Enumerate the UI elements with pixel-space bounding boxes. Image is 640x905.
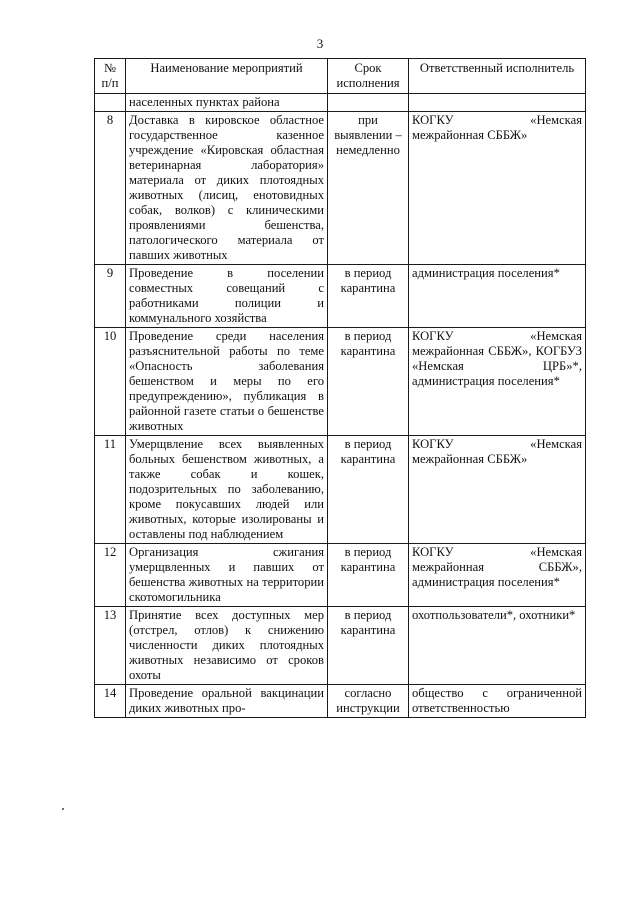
table-row — [95, 436, 586, 544]
page-number: 3 — [316, 36, 324, 51]
cell-num: 12 — [95, 544, 126, 607]
cell-num: 8 — [95, 112, 126, 265]
cell-term: при выявлении – немедленно — [328, 112, 409, 265]
cell-num: 13 — [95, 607, 126, 685]
header-name: Наименование мероприятий — [126, 59, 328, 94]
cell-num: 14 — [95, 685, 126, 718]
table-row — [95, 265, 586, 328]
table-row — [95, 544, 586, 607]
table-row — [95, 328, 586, 436]
header-responsible: Ответственный исполнитель — [409, 59, 586, 94]
cell-term: согласно инструкции — [328, 685, 409, 718]
cell-responsible: общество с ограниченной ответственностью — [409, 685, 586, 718]
header-term: Срок исполнения — [328, 59, 409, 94]
cell-term: в период карантина — [328, 328, 409, 436]
cell-name: населенных пунктах района — [126, 94, 328, 112]
cell-name: Принятие всех доступных мер (отстрел, отлов) к снижению численности диких плотоядных животных независимо от сроков охоты — [126, 607, 328, 685]
table-row — [95, 685, 586, 718]
cell-name: Организация сжигания умерщвленных и павших от бешенства животных на территории скотомогильника — [126, 544, 328, 607]
cell-term: в период карантина — [328, 544, 409, 607]
scan-speck — [62, 808, 64, 810]
cell-num: 9 — [95, 265, 126, 328]
cell-name: Проведение среди населения разъяснительной работы по теме «Опасность заболевания бешенством и меры по его предупреждению», публикация в районной газете статьи о бешенстве животных — [126, 328, 328, 436]
cell-responsible: КОГКУ «Немская межрайонная СББЖ» — [409, 436, 586, 544]
cell-term: в период карантина — [328, 265, 409, 328]
table-row-continuation — [95, 94, 586, 112]
cell-responsible — [409, 94, 586, 112]
cell-name: Умерщвление всех выявленных больных бешенством животных, а также собак и кошек, подозрительных по заболеванию, кроме покусавших людей или животных, которые изолированы и оставлены под наблюдением — [126, 436, 328, 544]
cell-name: Доставка в кировское областное государственное казенное учреждение «Кировская областная ветеринарная лаборатория» материала от диких плотоядных животных (лисиц, енотовидных собак, волков) с клиническими проявлениями бешенства, патологического материала от павших животных — [126, 112, 328, 265]
table-header-row — [95, 59, 586, 94]
header-num: № п/п — [95, 59, 126, 94]
cell-responsible: КОГКУ «Немская межрайонная СББЖ», КОГБУЗ «Немская ЦРБ»*, администрация поселения* — [409, 328, 586, 436]
cell-num: 10 — [95, 328, 126, 436]
cell-term: в период карантина — [328, 436, 409, 544]
table-row — [95, 112, 586, 265]
cell-responsible: КОГКУ «Немская межрайонная СББЖ» — [409, 112, 586, 265]
cell-responsible: администрация поселения* — [409, 265, 586, 328]
cell-responsible: КОГКУ «Немская межрайонная СББЖ», администрация поселения* — [409, 544, 586, 607]
cell-term: в период карантина — [328, 607, 409, 685]
table-row — [95, 607, 586, 685]
measures-table — [94, 58, 586, 718]
cell-responsible: охотпользователи*, охотники* — [409, 607, 586, 685]
cell-term — [328, 94, 409, 112]
cell-name: Проведение оральной вакцинации диких животных про- — [126, 685, 328, 718]
cell-num: 11 — [95, 436, 126, 544]
cell-num — [95, 94, 126, 112]
cell-name: Проведение в поселении совместных совещаний с работниками полиции и коммунального хозяйства — [126, 265, 328, 328]
